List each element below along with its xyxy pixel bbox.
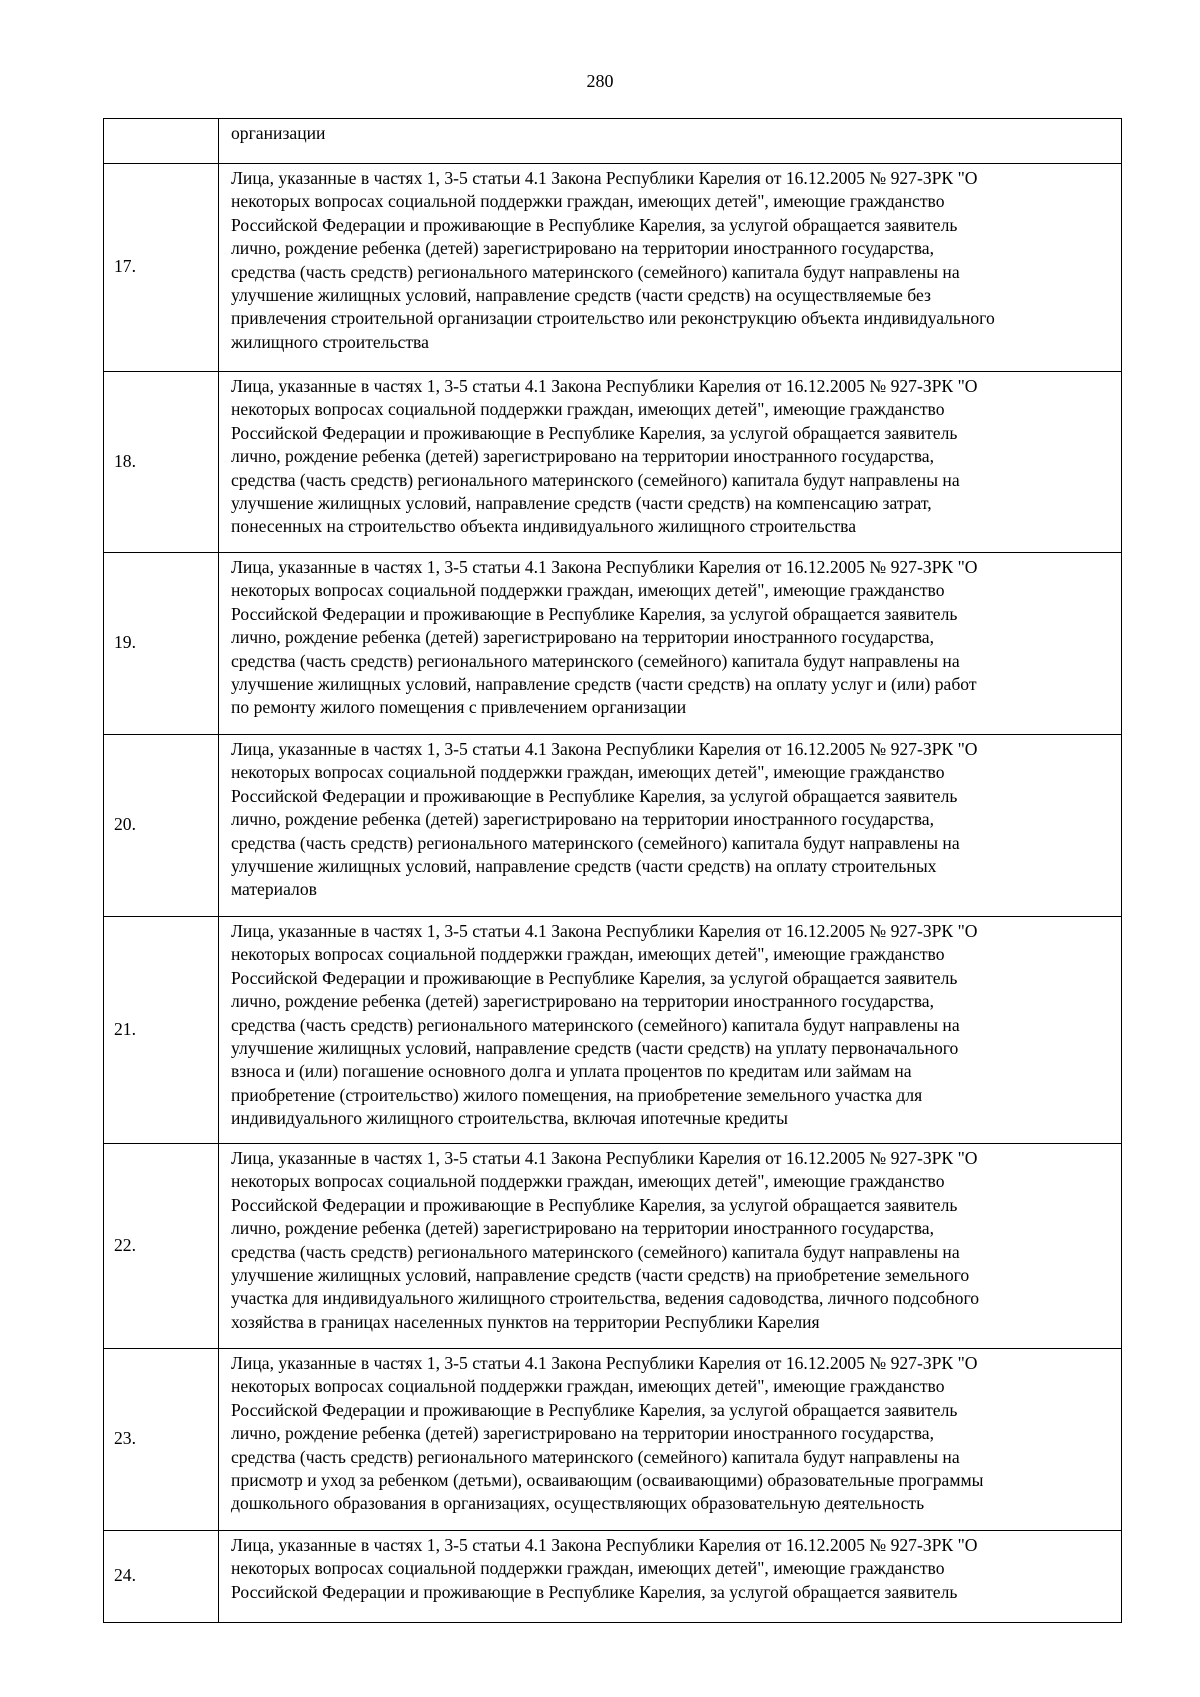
text-line: улучшение жилищных условий, направление средств (части средств) на уплату первоначального: [231, 1038, 959, 1059]
text-line: понесенных на строительство объекта индивидуального жилищного строительства: [231, 516, 857, 537]
text-line: хозяйства в границах населенных пунктов на территории Республики Карелия: [231, 1311, 820, 1332]
table-row: [104, 1144, 1122, 1349]
text-line: улучшение жилищных условий, направление средств (части средств) на оплату строительных: [231, 856, 937, 877]
text-line: лично, рождение ребенка (детей) зарегистрировано на территории иностранного государства,: [231, 627, 935, 648]
text-line: некоторых вопросах социальной поддержки граждан, имеющих детей", имеющие гражданство: [231, 1376, 945, 1397]
text-line: Российской Федерации и проживающие в Республике Карелия, за услугой обращается заявитель: [231, 967, 958, 988]
text-line: улучшение жилищных условий, направление средств (части средств) на оплату услуг и (или) работ: [231, 674, 977, 695]
text-line: Лица, указанные в частях 1, 3-5 статьи 4.1 Закона Республики Карелия от 16.12.2005 № 927-ЗРК "О: [231, 376, 978, 396]
text-line: средства (часть средств) регионального материнского (семейного) капитала будут направлены на: [231, 650, 960, 671]
table-row-continuation: [104, 119, 1122, 164]
text-line: средства (часть средств) регионального материнского (семейного) капитала будут направлены на: [231, 1241, 960, 1262]
text-line: Лица, указанные в частях 1, 3-5 статьи 4.1 Закона Республики Карелия от 16.12.2005 № 927-ЗРК "О: [231, 739, 978, 759]
row-number-cell: 17.: [104, 164, 219, 372]
text-line: Лица, указанные в частях 1, 3-5 статьи 4.1 Закона Республики Карелия от 16.12.2005 № 927-ЗРК "О: [231, 168, 978, 188]
text-line: Российской Федерации и проживающие в Республике Карелия, за услугой обращается заявитель: [231, 1399, 958, 1420]
row-text-cell: [219, 119, 1122, 164]
text-line: Российской Федерации и проживающие в Республике Карелия, за услугой обращается заявитель: [231, 214, 958, 235]
text-line: приобретение (строительство) жилого помещения, на приобретение земельного участка для: [231, 1084, 923, 1105]
text-line: лично, рождение ребенка (детей) зарегистрировано на территории иностранного государства,: [231, 991, 935, 1012]
text-line: Российской Федерации и проживающие в Республике Карелия, за услугой обращается заявитель: [231, 1581, 958, 1602]
text-line: средства (часть средств) регионального материнского (семейного) капитала будут направлены на: [231, 1014, 960, 1035]
text-line: Российской Федерации и проживающие в Республике Карелия, за услугой обращается заявитель: [231, 785, 958, 806]
text-line: средства (часть средств) регионального материнского (семейного) капитала будут направлены на: [231, 261, 960, 282]
text-line: некоторых вопросах социальной поддержки граждан, имеющих детей", имеющие гражданство: [231, 762, 945, 783]
text-line: лично, рождение ребенка (детей) зарегистрировано на территории иностранного государства,: [231, 1218, 935, 1239]
text-line: взноса и (или) погашение основного долга и уплата процентов по кредитам или займам на: [231, 1061, 912, 1082]
text-line: дошкольного образования в организациях, осуществляющих образовательную деятельность: [231, 1493, 925, 1514]
row-number-cell: [104, 119, 219, 164]
text-line: Лица, указанные в частях 1, 3-5 статьи 4.1 Закона Республики Карелия от 16.12.2005 № 927-ЗРК "О: [231, 557, 978, 577]
text-line: лично, рождение ребенка (детей) зарегистрировано на территории иностранного государства,: [231, 238, 935, 259]
text-line: некоторых вопросах социальной поддержки граждан, имеющих детей", имеющие гражданство: [231, 944, 945, 965]
text-line: средства (часть средств) регионального материнского (семейного) капитала будут направлены на: [231, 469, 960, 490]
row-number-cell: 22.: [104, 1144, 219, 1349]
text-line: Российской Федерации и проживающие в Республике Карелия, за услугой обращается заявитель: [231, 422, 958, 443]
text-line: Лица, указанные в частях 1, 3-5 статьи 4.1 Закона Республики Карелия от 16.12.2005 № 927-ЗРК "О: [231, 1535, 978, 1555]
text-line: лично, рождение ребенка (детей) зарегистрировано на территории иностранного государства,: [231, 446, 935, 467]
table-row: [104, 1531, 1122, 1623]
row-text-cell: [219, 553, 1122, 735]
text-line: средства (часть средств) регионального материнского (семейного) капитала будут направлены на: [231, 832, 960, 853]
text-line: средства (часть средств) регионального материнского (семейного) капитала будут направлены на: [231, 1446, 960, 1467]
text-line: лично, рождение ребенка (детей) зарегистрировано на территории иностранного государства,: [231, 1423, 935, 1444]
text-line: Лица, указанные в частях 1, 3-5 статьи 4.1 Закона Республики Карелия от 16.12.2005 № 927-ЗРК "О: [231, 1353, 978, 1373]
text-line: улучшение жилищных условий, направление средств (части средств) на приобретение земельного: [231, 1265, 970, 1286]
text-line: участка для индивидуального жилищного строительства, ведения садоводства, личного подсобного: [231, 1288, 980, 1309]
text-line: некоторых вопросах социальной поддержки граждан, имеющих детей", имеющие гражданство: [231, 1558, 945, 1579]
text-line: Лица, указанные в частях 1, 3-5 статьи 4.1 Закона Республики Карелия от 16.12.2005 № 927-ЗРК "О: [231, 921, 978, 941]
services-table: [103, 118, 1122, 1623]
text-line: организации: [231, 123, 326, 143]
row-text-cell: [219, 1349, 1122, 1531]
row-text-cell: [219, 917, 1122, 1144]
table-row: [104, 1349, 1122, 1531]
text-line: некоторых вопросах социальной поддержки граждан, имеющих детей", имеющие гражданство: [231, 399, 945, 420]
text-line: Лица, указанные в частях 1, 3-5 статьи 4.1 Закона Республики Карелия от 16.12.2005 № 927-ЗРК "О: [231, 1148, 978, 1168]
row-text-cell: [219, 735, 1122, 917]
table-row: [104, 553, 1122, 735]
row-text-cell: [219, 164, 1122, 372]
text-line: лично, рождение ребенка (детей) зарегистрировано на территории иностранного государства,: [231, 809, 935, 830]
text-line: некоторых вопросах социальной поддержки граждан, имеющих детей", имеющие гражданство: [231, 580, 945, 601]
row-number-cell: 21.: [104, 917, 219, 1144]
row-number-cell: 19.: [104, 553, 219, 735]
text-line: некоторых вопросах социальной поддержки граждан, имеющих детей", имеющие гражданство: [231, 191, 945, 212]
text-line: улучшение жилищных условий, направление средств (части средств) на компенсацию затрат,: [231, 493, 932, 514]
row-text-cell: [219, 1531, 1122, 1623]
row-number-cell: 18.: [104, 372, 219, 553]
table-row: [104, 164, 1122, 372]
table-row: [104, 372, 1122, 553]
text-line: привлечения строительной организации строительство или реконструкцию объекта индивидуального: [231, 308, 995, 329]
row-text-cell: [219, 372, 1122, 553]
table-row: [104, 735, 1122, 917]
text-line: жилищного строительства: [231, 331, 429, 352]
text-line: Российской Федерации и проживающие в Республике Карелия, за услугой обращается заявитель: [231, 603, 958, 624]
text-line: улучшение жилищных условий, направление средств (части средств) на осуществляемые без: [231, 285, 931, 306]
text-line: присмотр и уход за ребенком (детьми), осваивающим (осваивающими) образовательные программы: [231, 1470, 984, 1491]
text-line: по ремонту жилого помещения с привлечением организации: [231, 697, 687, 718]
row-text-cell: [219, 1144, 1122, 1349]
row-number-cell: 24.: [104, 1531, 219, 1623]
text-line: индивидуального жилищного строительства, включая ипотечные кредиты: [231, 1108, 788, 1129]
row-number-cell: 20.: [104, 735, 219, 917]
text-line: некоторых вопросах социальной поддержки граждан, имеющих детей", имеющие гражданство: [231, 1171, 945, 1192]
row-number-cell: 23.: [104, 1349, 219, 1531]
table-row: [104, 917, 1122, 1144]
text-line: материалов: [231, 879, 317, 900]
page-number: 280: [586, 71, 614, 91]
text-line: Российской Федерации и проживающие в Республике Карелия, за услугой обращается заявитель: [231, 1194, 958, 1215]
